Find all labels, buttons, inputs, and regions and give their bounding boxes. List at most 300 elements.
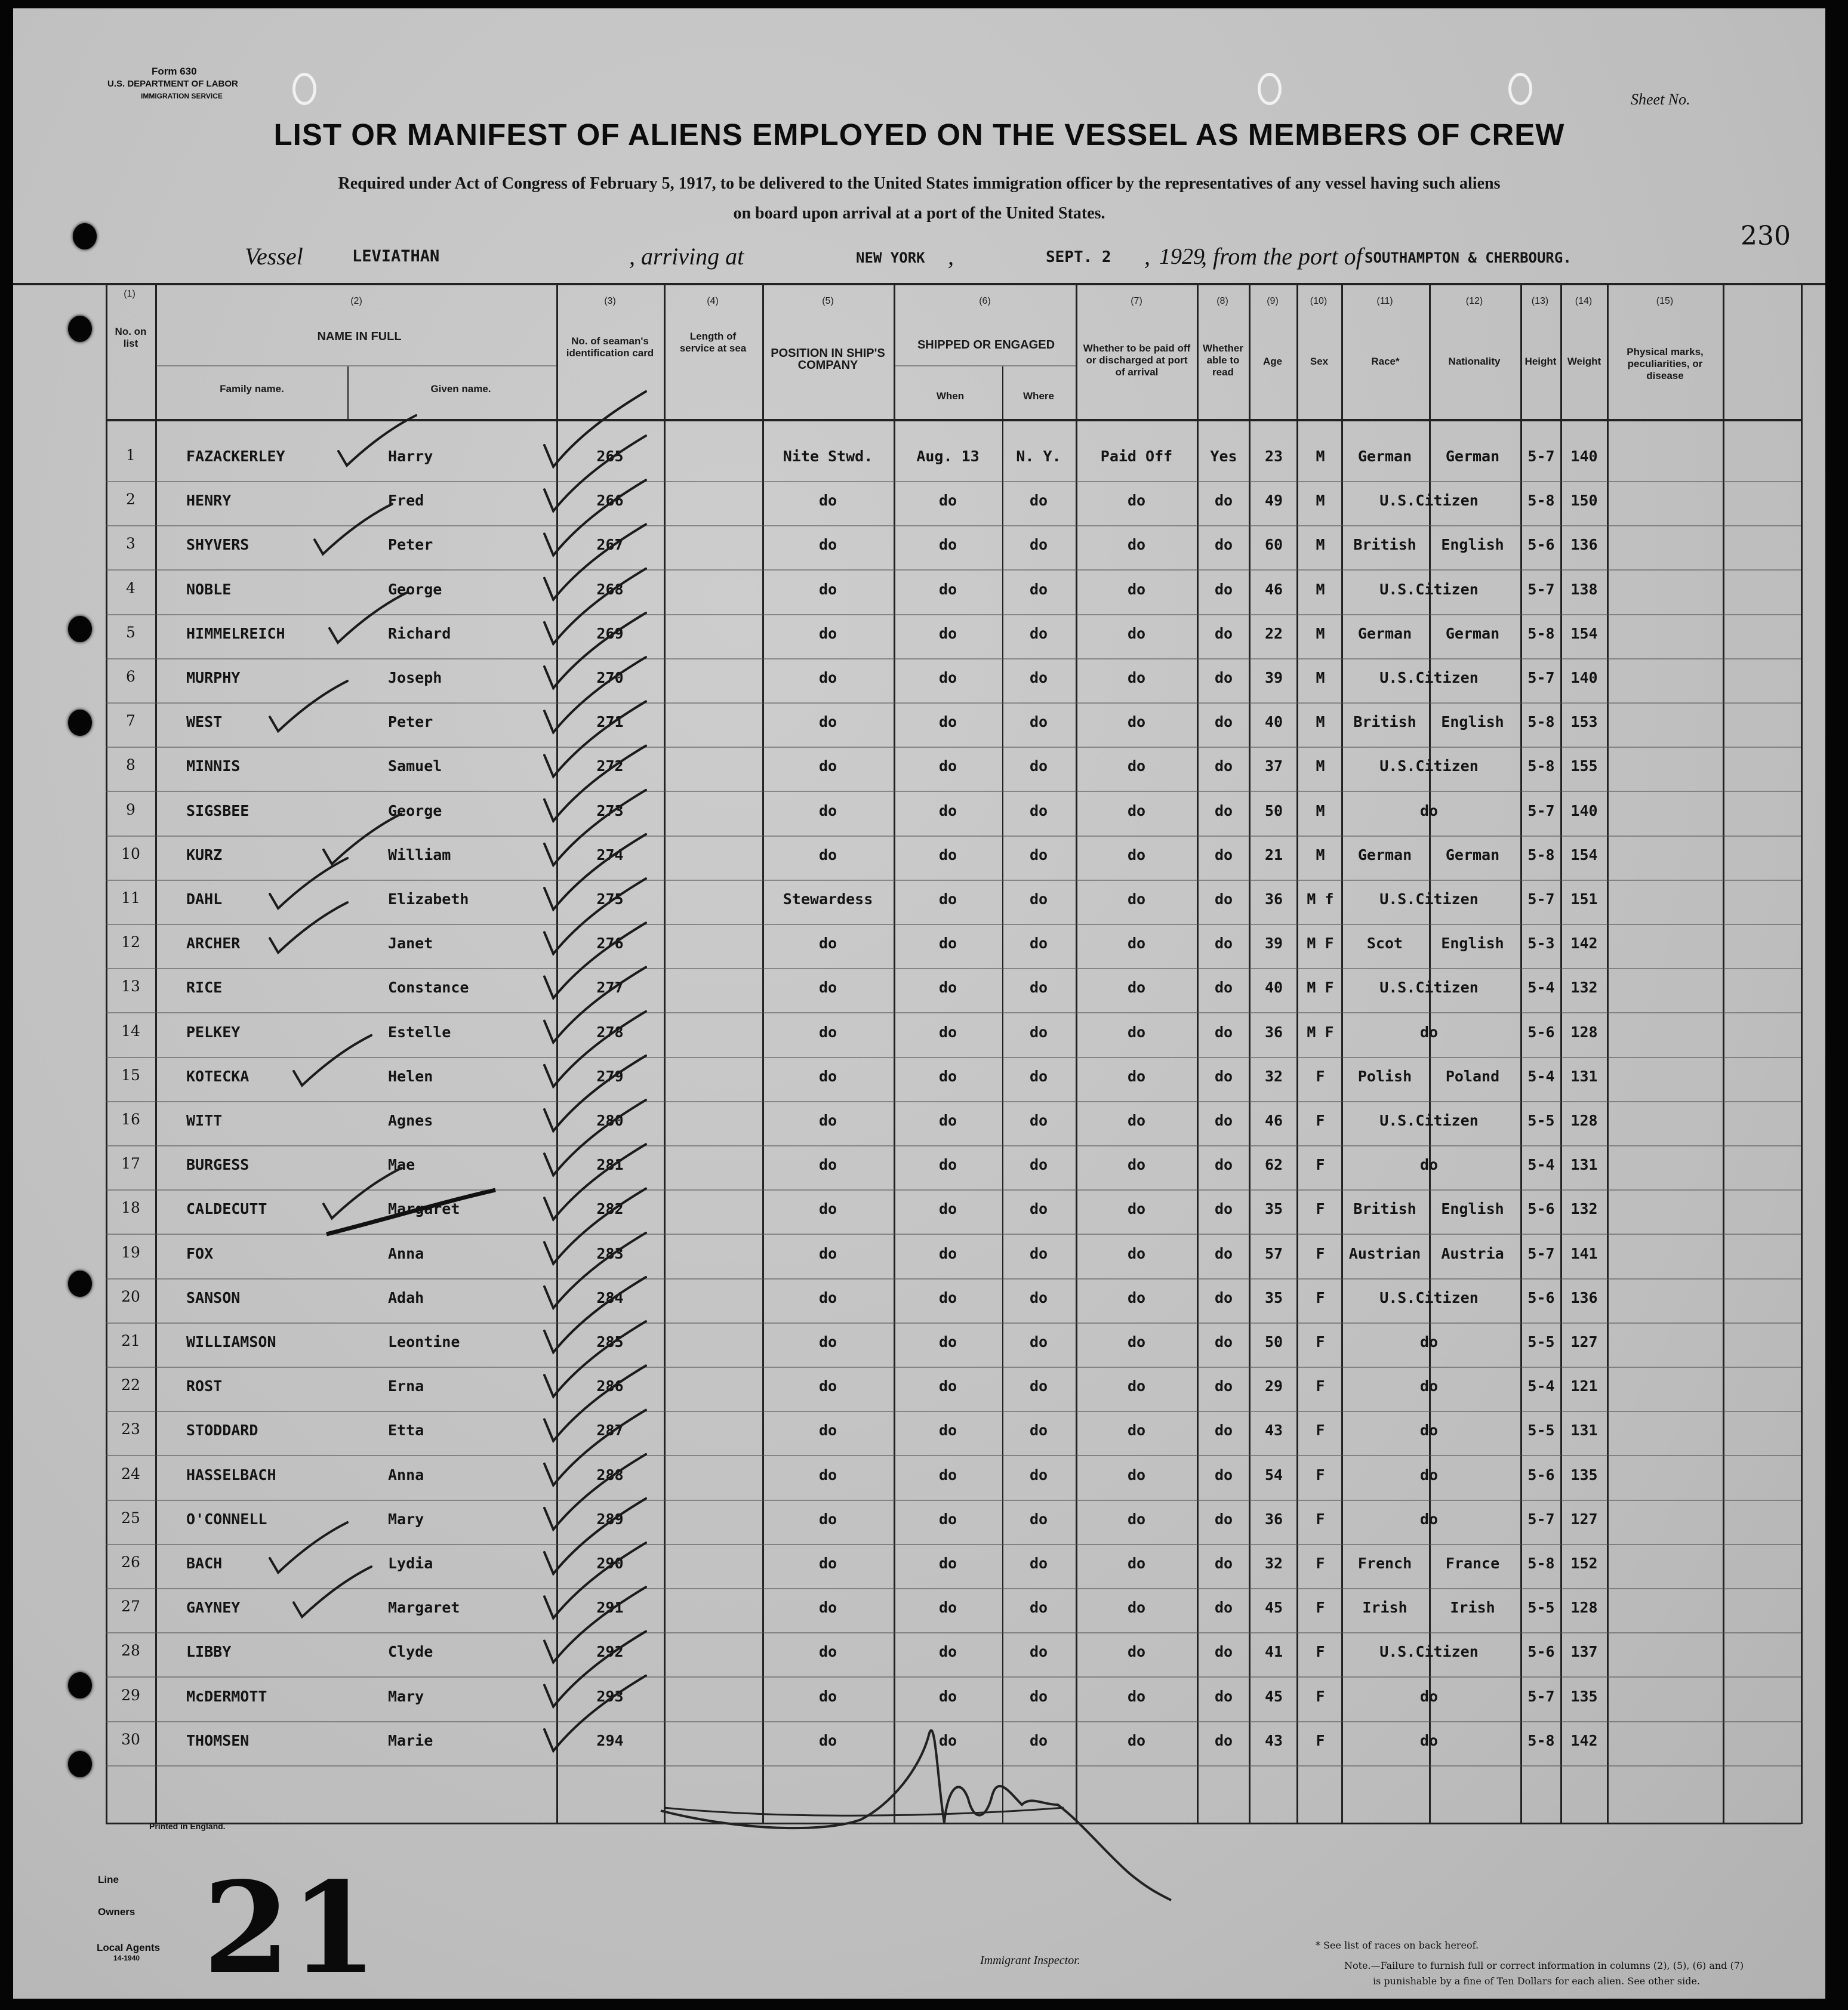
cell-card: 272 [596, 757, 624, 775]
cell-position: do [818, 713, 837, 731]
cell-where: do [1029, 846, 1048, 864]
cell-read: do [1214, 1599, 1233, 1617]
cell-height: 5-6 [1527, 1023, 1555, 1041]
cell-read: do [1214, 1288, 1233, 1306]
cell-read: do [1214, 846, 1233, 864]
cell-position: do [818, 1555, 837, 1572]
cell-read: do [1214, 935, 1233, 952]
cell-position: do [818, 1112, 837, 1129]
check-mark [544, 701, 646, 776]
cell-age: 40 [1264, 979, 1283, 997]
cell-nationality: do [1419, 1333, 1439, 1351]
col-num-9: (9) [1267, 296, 1279, 306]
row-number: 8 [126, 756, 135, 774]
cell-race: Polish [1357, 1067, 1412, 1085]
cell-weight: 131 [1570, 1156, 1598, 1174]
cell-card: 271 [596, 713, 624, 731]
header-nationality: Nationality [1448, 356, 1501, 367]
cell-where: do [1029, 624, 1048, 642]
cell-height: 5-5 [1527, 1422, 1555, 1439]
row-number: 24 [121, 1465, 140, 1482]
row-number: 15 [121, 1066, 140, 1084]
cell-height: 5-4 [1527, 1377, 1555, 1395]
cell-where: do [1029, 1288, 1048, 1306]
check-mark [324, 1168, 401, 1218]
check-mark [544, 1676, 646, 1751]
comma: , [1144, 243, 1150, 270]
cell-paid: do [1127, 1510, 1146, 1528]
cell-card: 289 [596, 1510, 624, 1528]
cell-height: 5-8 [1527, 1555, 1555, 1572]
signature-underline [664, 1808, 1064, 1815]
sheet-big-number: 21 [203, 1854, 378, 1999]
cell-family: MINNIS [186, 757, 241, 775]
cell-card: 267 [596, 536, 624, 554]
cell-nationality: U.S.Citizen [1379, 1643, 1479, 1661]
check-mark [544, 1587, 646, 1662]
cell-read: Yes [1210, 448, 1237, 465]
cell-read: do [1214, 1244, 1233, 1262]
cell-when: do [938, 846, 957, 864]
cell-card: 277 [596, 979, 624, 997]
cell-sex: F [1316, 1244, 1325, 1262]
cell-when: do [938, 580, 957, 598]
cell-height: 5-4 [1527, 979, 1555, 997]
cell-height: 5-5 [1527, 1599, 1555, 1617]
cell-sex: F [1316, 1200, 1325, 1218]
check-mark [324, 814, 401, 864]
cell-when: do [938, 1731, 957, 1749]
cell-given: Margaret [388, 1599, 460, 1617]
cell-given: Mary [388, 1510, 424, 1528]
check-mark [544, 1056, 646, 1131]
cell-when: do [938, 890, 957, 908]
arrival-year: 1929 [1159, 244, 1205, 269]
cell-given: Fred [388, 492, 424, 510]
cell-nationality: France [1445, 1555, 1500, 1572]
cell-where: do [1029, 1112, 1048, 1129]
cell-given: Anna [388, 1466, 424, 1484]
cell-when: do [938, 1067, 957, 1085]
cell-when: do [938, 1333, 957, 1351]
cell-where: do [1029, 713, 1048, 731]
cell-position: do [818, 757, 837, 775]
cell-position: do [818, 1377, 837, 1395]
cell-position: do [818, 979, 837, 997]
cell-sex: F [1316, 1466, 1325, 1484]
cell-race: German [1357, 448, 1412, 465]
cell-sex: M [1316, 713, 1325, 731]
cell-given: Harry [388, 448, 433, 465]
cell-paid: do [1127, 1333, 1146, 1351]
cell-given: Helen [388, 1067, 433, 1085]
cell-nationality: English [1441, 935, 1504, 952]
cell-position: do [818, 1023, 837, 1041]
cell-family: GAYNEY [186, 1599, 241, 1617]
cell-family: LIBBY [186, 1643, 232, 1661]
cell-position: do [818, 801, 837, 819]
header-length-service: Length of service at sea [679, 331, 747, 354]
cell-height: 5-7 [1527, 448, 1555, 465]
cell-nationality: English [1441, 1200, 1504, 1218]
cell-where: do [1029, 1067, 1048, 1085]
cell-height: 5-8 [1527, 492, 1555, 510]
cell-age: 40 [1264, 713, 1283, 731]
header-no-on-list: No. on list [115, 326, 147, 349]
handwritten-marks [13, 8, 1825, 1999]
row-number: 19 [121, 1243, 140, 1261]
cell-where: do [1029, 1244, 1048, 1262]
cell-given: Anna [388, 1244, 424, 1262]
service-label: IMMIGRATION SERVICE [141, 92, 223, 100]
cell-read: do [1214, 624, 1233, 642]
cell-card: 278 [596, 1023, 624, 1041]
cell-sex: F [1316, 1067, 1325, 1085]
cell-weight: 136 [1570, 536, 1598, 554]
cell-nationality: do [1419, 1466, 1439, 1484]
cell-sex: F [1316, 1599, 1325, 1617]
cell-paid: do [1127, 1067, 1146, 1085]
cell-given: Margaret [388, 1200, 460, 1218]
cell-sex: M [1316, 669, 1325, 686]
cell-nationality: Irish [1450, 1599, 1495, 1617]
cell-paid: do [1127, 1112, 1146, 1129]
cell-where: do [1029, 536, 1048, 554]
comma: , [948, 243, 954, 270]
cell-paid: do [1127, 580, 1146, 598]
cell-race: German [1357, 846, 1412, 864]
header-height: Height [1524, 356, 1557, 367]
cell-paid: do [1127, 1156, 1146, 1174]
check-mark [544, 1321, 646, 1396]
cell-position: do [818, 624, 837, 642]
check-mark [544, 1543, 646, 1618]
cell-sex: F [1316, 1555, 1325, 1572]
row-number: 9 [126, 800, 135, 818]
row-number: 30 [121, 1730, 140, 1748]
cell-age: 32 [1264, 1555, 1283, 1572]
row-number: 1 [126, 446, 135, 464]
cell-paid: do [1127, 1288, 1146, 1306]
check-mark [544, 923, 646, 998]
cell-weight: 135 [1570, 1687, 1598, 1705]
cell-given: Estelle [388, 1023, 451, 1041]
cell-height: 5-6 [1527, 536, 1555, 554]
cell-family: DAHL [186, 890, 223, 908]
cell-paid: do [1127, 492, 1146, 510]
col-num-1: (1) [124, 289, 135, 299]
cell-paid: do [1127, 713, 1146, 731]
cell-paid: do [1127, 536, 1146, 554]
cell-position: do [818, 492, 837, 510]
cell-given: George [388, 580, 442, 598]
cell-read: do [1214, 801, 1233, 819]
check-mark [544, 480, 646, 555]
from-port-label: , from the port of [1201, 243, 1363, 270]
cell-weight: 154 [1570, 624, 1598, 642]
cell-paid: do [1127, 1731, 1146, 1749]
cell-age: 36 [1264, 1510, 1283, 1528]
cell-weight: 137 [1570, 1643, 1598, 1661]
cell-height: 5-7 [1527, 580, 1555, 598]
cell-family: WILLIAMSON [186, 1333, 276, 1351]
cell-card: 294 [596, 1731, 624, 1749]
cell-where: do [1029, 1333, 1048, 1351]
check-mark [544, 436, 646, 511]
cell-nationality: English [1441, 713, 1504, 731]
cell-sex: M [1316, 757, 1325, 775]
cell-height: 5-8 [1527, 757, 1555, 775]
cell-weight: 121 [1570, 1377, 1598, 1395]
cell-when: do [938, 1555, 957, 1572]
cell-height: 5-3 [1527, 935, 1555, 952]
row-number: 18 [121, 1199, 140, 1217]
cell-age: 22 [1264, 624, 1283, 642]
cell-paid: do [1127, 1023, 1146, 1041]
cell-where: do [1029, 890, 1048, 908]
cell-weight: 128 [1570, 1112, 1598, 1129]
cell-age: 29 [1264, 1377, 1283, 1395]
cell-card: 286 [596, 1377, 624, 1395]
cell-nationality: do [1419, 1510, 1439, 1528]
cell-where: do [1029, 801, 1048, 819]
cell-weight: 132 [1570, 979, 1598, 997]
check-mark [544, 1233, 646, 1308]
sheet-number-label: Sheet No. [1631, 91, 1690, 108]
cell-nationality: do [1419, 1156, 1439, 1174]
cell-family: STODDARD [186, 1422, 258, 1439]
cell-card: 290 [596, 1555, 624, 1572]
cell-nationality: U.S.Citizen [1379, 757, 1479, 775]
cell-given: Samuel [388, 757, 442, 775]
cell-given: Joseph [388, 669, 442, 686]
cell-age: 57 [1264, 1244, 1283, 1262]
cell-paid: do [1127, 669, 1146, 686]
cell-card: 283 [596, 1244, 624, 1262]
arriving-label: , arriving at [629, 243, 744, 270]
cell-given: Clyde [388, 1643, 433, 1661]
cell-age: 37 [1264, 757, 1283, 775]
row-number: 14 [121, 1022, 140, 1040]
cell-family: McDERMOTT [186, 1687, 267, 1705]
cell-nationality: English [1441, 536, 1504, 554]
cell-card: 273 [596, 801, 624, 819]
cell-when: do [938, 1023, 957, 1041]
cell-position: do [818, 935, 837, 952]
cell-height: 5-6 [1527, 1466, 1555, 1484]
cell-family: WITT [186, 1112, 223, 1129]
cell-card: 281 [596, 1156, 624, 1174]
cell-when: do [938, 624, 957, 642]
cell-where: do [1029, 935, 1048, 952]
col-num-12: (12) [1465, 296, 1483, 306]
cell-paid: do [1127, 1687, 1146, 1705]
check-mark [544, 1144, 646, 1219]
cell-card: 280 [596, 1112, 624, 1129]
cell-nationality: U.S.Citizen [1379, 979, 1479, 997]
check-mark [270, 858, 347, 908]
cell-given: Agnes [388, 1112, 433, 1129]
cell-read: do [1214, 757, 1233, 775]
row-number: 2 [126, 491, 135, 508]
cell-nationality: Austria [1441, 1244, 1504, 1262]
cell-read: do [1214, 979, 1233, 997]
cell-read: do [1214, 669, 1233, 686]
penalty-note-2: is punishable by a fine of Ten Dollars for each alien. See other side. [1373, 1975, 1701, 1987]
header-where: Where [1023, 390, 1054, 402]
cell-weight: 142 [1570, 935, 1598, 952]
cell-age: 60 [1264, 536, 1283, 554]
check-mark [338, 415, 416, 465]
cell-read: do [1214, 1377, 1233, 1395]
cell-race: British [1353, 536, 1416, 554]
cell-given: Mary [388, 1687, 424, 1705]
cell-nationality: do [1419, 1731, 1439, 1749]
cell-where: do [1029, 1466, 1048, 1484]
cell-nationality: U.S.Citizen [1379, 492, 1479, 510]
cell-given: Etta [388, 1422, 424, 1439]
cell-card: 282 [596, 1200, 624, 1218]
departure-port: SOUTHAMPTON & CHERBOURG. [1365, 249, 1572, 266]
check-mark [294, 1567, 371, 1617]
row-number: 27 [121, 1598, 140, 1616]
row-number: 4 [126, 579, 135, 597]
cell-family: SHYVERS [186, 536, 250, 554]
line-label: Line [98, 1874, 119, 1885]
cell-weight: 138 [1570, 580, 1598, 598]
cell-family: MURPHY [186, 669, 241, 686]
cell-position: do [818, 1067, 837, 1085]
cell-when: do [938, 1687, 957, 1705]
cell-card: 292 [596, 1643, 624, 1661]
cell-read: do [1214, 1466, 1233, 1484]
cell-sex: F [1316, 1687, 1325, 1705]
cell-weight: 127 [1570, 1333, 1598, 1351]
cell-when: do [938, 1244, 957, 1262]
cell-paid: do [1127, 1599, 1146, 1617]
cell-where: do [1029, 1200, 1048, 1218]
cell-weight: 142 [1570, 1731, 1598, 1749]
cell-height: 5-4 [1527, 1156, 1555, 1174]
cell-where: do [1029, 1377, 1048, 1395]
vessel-name: LEVIATHAN [352, 247, 440, 266]
cell-age: 35 [1264, 1288, 1283, 1306]
cell-position: do [818, 1200, 837, 1218]
cell-when: do [938, 1377, 957, 1395]
check-mark [544, 1365, 646, 1441]
header-shipped: SHIPPED OR ENGAGED [917, 338, 1055, 352]
cell-sex: M [1316, 580, 1325, 598]
cell-read: do [1214, 580, 1233, 598]
cell-sex: F [1316, 1288, 1325, 1306]
cell-position: do [818, 1687, 837, 1705]
cell-age: 43 [1264, 1731, 1283, 1749]
cell-sex: M f [1307, 890, 1334, 908]
cell-given: Marie [388, 1731, 433, 1749]
row-number: 17 [121, 1155, 140, 1173]
cell-when: do [938, 801, 957, 819]
cell-race: Austrian [1348, 1244, 1421, 1262]
cell-nationality: do [1419, 801, 1439, 819]
header-read: Whether able to read [1203, 343, 1243, 378]
check-mark [315, 504, 392, 554]
cell-weight: 141 [1570, 1244, 1598, 1262]
cell-paid: Paid Off [1100, 448, 1173, 465]
cell-family: NOBLE [186, 580, 232, 598]
check-mark [329, 593, 407, 643]
cell-paid: do [1127, 1643, 1146, 1661]
cell-where: do [1029, 1422, 1048, 1439]
check-mark [544, 613, 646, 688]
cell-weight: 131 [1570, 1067, 1598, 1085]
cell-family: RICE [186, 979, 223, 997]
cell-when: do [938, 757, 957, 775]
cell-age: 43 [1264, 1422, 1283, 1439]
cell-card: 274 [596, 846, 624, 864]
cell-read: do [1214, 1112, 1233, 1129]
cell-given: George [388, 801, 442, 819]
check-mark [544, 1189, 646, 1264]
cell-sex: M F [1307, 979, 1334, 997]
check-mark [544, 790, 646, 865]
row-number: 20 [121, 1287, 140, 1305]
cell-when: do [938, 1599, 957, 1617]
cell-family: ARCHER [186, 935, 241, 952]
cell-given: Constance [388, 979, 469, 997]
arrival-port: NEW YORK [856, 249, 925, 266]
check-mark [270, 681, 347, 731]
cell-where: do [1029, 1156, 1048, 1174]
cell-card: 270 [596, 669, 624, 686]
check-mark [270, 1522, 347, 1573]
cell-age: 41 [1264, 1643, 1283, 1661]
cell-race: Scot [1366, 935, 1403, 952]
header-seaman-card: No. of seaman's identification card [566, 335, 654, 359]
cell-paid: do [1127, 1377, 1146, 1395]
check-mark [544, 967, 646, 1043]
cell-when: Aug. 13 [916, 448, 980, 465]
cell-paid: do [1127, 1422, 1146, 1439]
cell-age: 21 [1264, 846, 1283, 864]
cell-age: 32 [1264, 1067, 1283, 1085]
cell-sex: F [1316, 1156, 1325, 1174]
cell-read: do [1214, 1555, 1233, 1572]
cell-nationality: do [1419, 1023, 1439, 1041]
cell-weight: 132 [1570, 1200, 1598, 1218]
cell-when: do [938, 1643, 957, 1661]
check-mark [544, 1454, 646, 1530]
cell-paid: do [1127, 801, 1146, 819]
row-number: 23 [121, 1420, 140, 1438]
row-number: 10 [121, 844, 140, 862]
cell-height: 5-8 [1527, 846, 1555, 864]
cell-nationality: U.S.Citizen [1379, 580, 1479, 598]
cell-position: do [818, 1466, 837, 1484]
row-number: 25 [121, 1509, 140, 1527]
cell-race: French [1357, 1555, 1412, 1572]
row-number: 29 [121, 1686, 140, 1704]
department-label: U.S. DEPARTMENT OF LABOR [107, 79, 238, 89]
cell-paid: do [1127, 935, 1146, 952]
cell-position: do [818, 1333, 837, 1351]
cell-read: do [1214, 1643, 1233, 1661]
check-mark [544, 525, 646, 600]
cell-given: Janet [388, 935, 433, 952]
cell-given: Erna [388, 1377, 424, 1395]
cell-when: do [938, 1466, 957, 1484]
arrival-date: SEPT. 2 [1046, 248, 1111, 266]
cell-nationality: German [1445, 448, 1500, 465]
